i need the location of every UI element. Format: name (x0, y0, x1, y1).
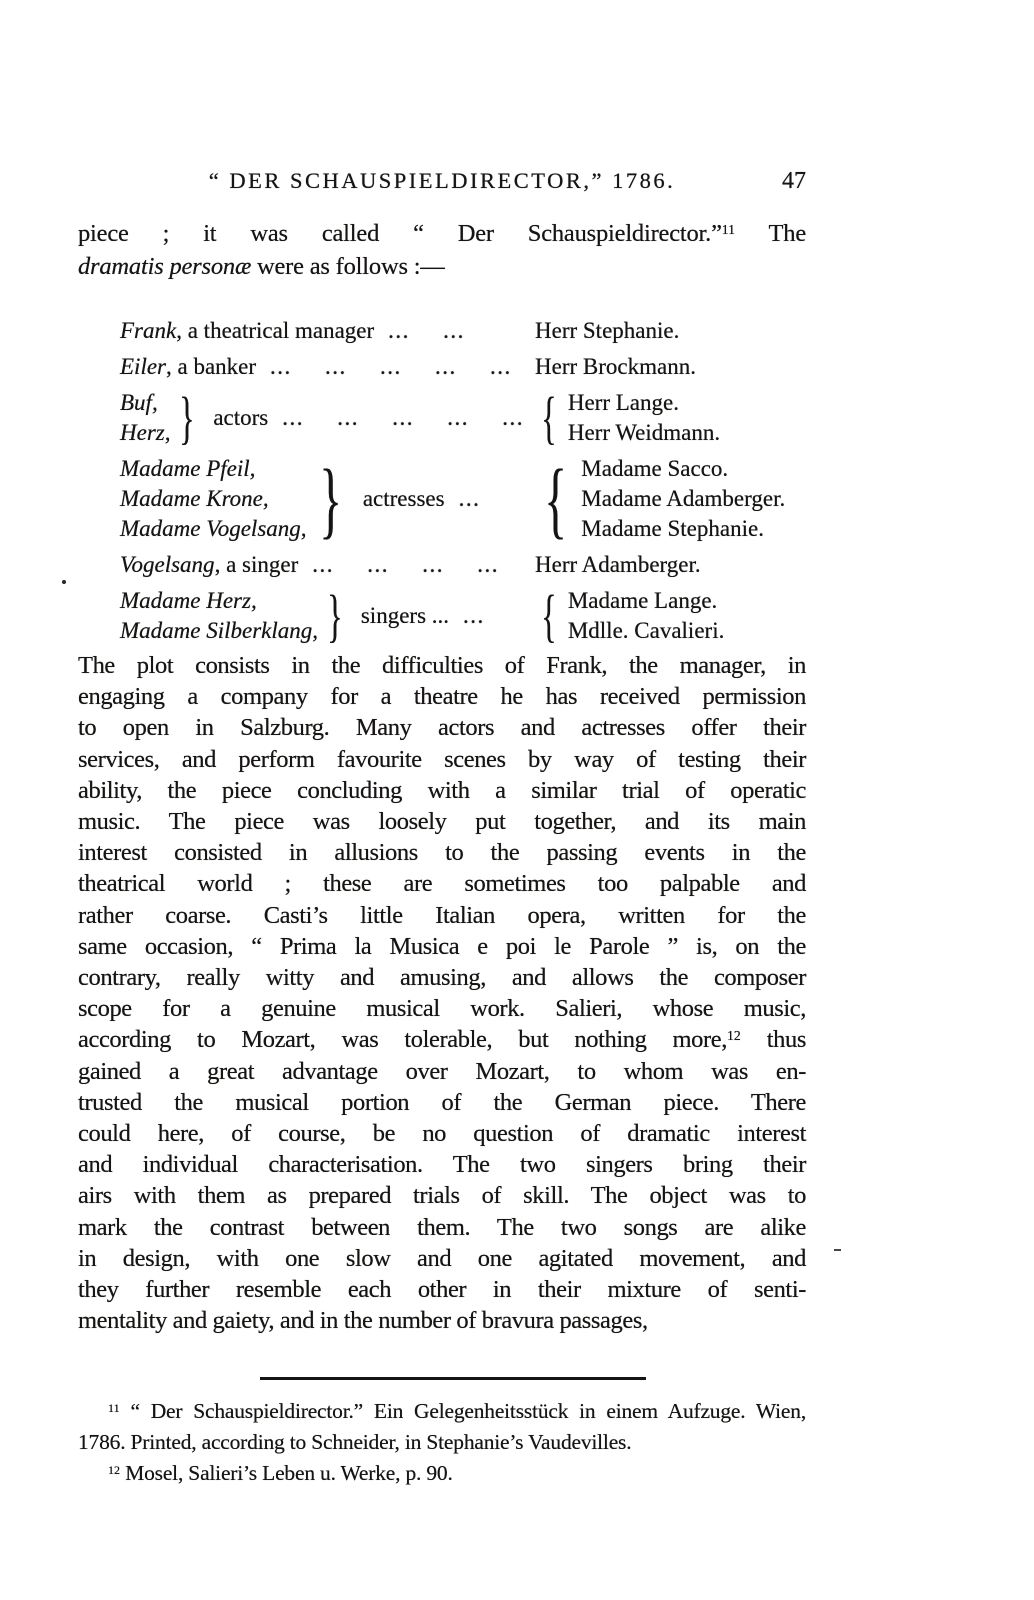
text-line: dramatis personæ were as follows :— (78, 253, 445, 280)
text-line: gained a great advantage over Mozart, to whom was en- (78, 1057, 806, 1085)
opening-brace: { (544, 451, 567, 547)
performer-names (568, 388, 720, 448)
leader-dots: ... ... ... ... ... (270, 354, 512, 379)
cast-role: actors (213, 405, 269, 430)
text-line: $^{11}$ “ Der Schauspieldirector.” Ein Gelegenheitsstück in einem Aufzuge. Wien, (108, 1399, 806, 1423)
closing-brace: } (179, 385, 196, 450)
text-line: ability, the piece concluding with a similar trial of operatic (78, 776, 806, 804)
text-line: same occasion, “ Prima la Musica e poi le Parole ” is, on the (78, 932, 806, 960)
text-line: airs with them as prepared trials of skill. The object was to (78, 1182, 806, 1210)
italic-text: Madame Krone, (120, 486, 269, 511)
character-name (120, 454, 307, 484)
text-line: mentality and gaiety, and in the number of bravura passages, (78, 1307, 648, 1335)
character-name: Eiler, a banker (120, 354, 257, 379)
footnote-rule (260, 1377, 646, 1380)
text-line: interest consisted in allusions to the passing events in the (78, 839, 806, 867)
performer-names (581, 454, 785, 544)
performer-name: Madame Stephanie. (581, 516, 764, 541)
performer-name: Mdlle. Cavalieri. (567, 618, 725, 643)
leader-dots: ... ... ... ... (312, 552, 499, 577)
italic-text: Frank (120, 318, 177, 343)
cast-characters (120, 352, 535, 382)
character-name (120, 514, 307, 544)
performer-name: Herr Weidmann. (567, 420, 721, 445)
opening-brace: { (541, 583, 557, 648)
scan-artifact-dash (834, 1249, 841, 1251)
main-paragraph (78, 650, 806, 1336)
performer-name: Madame Sacco. (581, 456, 729, 481)
cast-row (120, 316, 820, 346)
cast-characters (120, 583, 535, 648)
leader-dots: ... (458, 486, 481, 511)
footnote-marker: 12 (727, 1028, 741, 1044)
cast-performers (535, 385, 721, 450)
character-names (120, 352, 256, 382)
italic-text: Vogelsang (120, 552, 215, 577)
character-name (120, 484, 307, 514)
footnotes (78, 1396, 806, 1489)
text-line: $^{12}$ Mosel, Salieri’s Leben u. Werke, p. 90. (108, 1461, 453, 1485)
performer-name: Madame Adamberger. (581, 486, 786, 511)
text-line: services, and perform favourite scenes by way of testing their (78, 745, 806, 773)
cast-performers (535, 583, 725, 648)
opening-brace: { (541, 385, 557, 450)
character-names (120, 316, 374, 346)
leader-dots: ... ... (388, 318, 465, 343)
cast-characters (120, 451, 535, 547)
dramatis-personae-list (120, 316, 820, 652)
italic-text: dramatis personæ (78, 253, 252, 280)
text-line: trusted the musical portion of the German piece. There (78, 1088, 806, 1116)
text-line: in design, with one slow and one agitated movement, and (78, 1244, 806, 1272)
intro-paragraph (78, 217, 806, 283)
footnote-marker: 11 (108, 1400, 120, 1415)
cast-characters (120, 316, 535, 346)
text-line: could here, of course, be no question of dramatic interest (78, 1120, 806, 1148)
character-names (120, 550, 298, 580)
closing-brace: } (327, 583, 343, 648)
cast-role: actresses (362, 486, 445, 511)
cast-performers (535, 550, 701, 580)
cast-row (120, 550, 820, 580)
italic-text: Madame Herz, (120, 588, 257, 613)
italic-text: Buf, (120, 390, 158, 415)
performer-names (535, 352, 696, 382)
cast-row (120, 385, 820, 450)
text-line: music. The piece was loosely put together, and its main (78, 808, 806, 836)
page-number: 47 (782, 168, 806, 194)
cast-row (120, 451, 820, 547)
italic-text: Madame Silberklang, (120, 618, 319, 643)
cast-row (120, 583, 820, 648)
character-name (120, 616, 318, 646)
leader-dots: ... ... ... ... ... (282, 405, 524, 430)
character-name (120, 418, 170, 448)
italic-text: Eiler (120, 354, 166, 379)
character-names (120, 586, 318, 646)
cast-characters (120, 385, 535, 450)
leader-dots: ... (463, 603, 485, 628)
performer-name: Herr Lange. (567, 390, 679, 415)
performer-name: Madame Lange. (567, 588, 718, 613)
text-line: mark the contrast between them. The two songs are alike (78, 1213, 806, 1241)
closing-brace: } (318, 451, 342, 547)
character-names (120, 454, 307, 544)
character-names (120, 388, 170, 448)
text-line: to open in Salzburg. Many actors and actresses offer their (78, 714, 806, 742)
performer-name: Herr Brockmann. (535, 354, 696, 379)
italic-text: Madame Pfeil, (120, 456, 256, 481)
text-line: The plot consists in the difficulties of Frank, the manager, in (78, 652, 806, 679)
italic-text: Herz, (120, 420, 171, 445)
text-line: theatrical world ; these are sometimes too palpable and (78, 870, 806, 898)
text-line: they further resemble each other in their mixture of senti- (78, 1276, 806, 1304)
running-head (78, 168, 806, 194)
performer-name: Herr Stephanie. (535, 318, 680, 343)
text-line: piece ; it was called “ Der Schauspieldirector.”$^{11}$ The (78, 220, 806, 247)
cast-role: singers ... (360, 603, 450, 628)
text-line: contrary, really witty and amusing, and allows the composer (78, 964, 806, 992)
text-line: rather coarse. Casti’s little Italian opera, written for the (78, 901, 806, 929)
text-line: 1786. Printed, according to Schneider, in Stephanie’s Vaudevilles. (78, 1430, 632, 1454)
cast-row (120, 352, 820, 382)
performer-names (535, 550, 701, 580)
character-name: Frank, a theatrical manager (120, 318, 375, 343)
character-name (120, 388, 170, 418)
character-name (120, 586, 318, 616)
performer-names (568, 586, 725, 646)
text-line: and individual characterisation. The two singers bring their (78, 1151, 806, 1179)
running-head-title: “ DER SCHAUSPIELDIRECTOR,” 1786. (208, 168, 676, 193)
text-line: scope for a genuine musical work. Salieri, whose music, (78, 995, 806, 1023)
cast-performers (535, 451, 786, 547)
text-line: engaging a company for a theatre he has received permission (78, 683, 806, 711)
cast-performers (535, 352, 696, 382)
footnote-marker: 12 (108, 1462, 121, 1477)
text-line: according to Mozart, was tolerable, but nothing more,$^{12}$ thus (78, 1026, 807, 1054)
scan-artifact-dot (62, 580, 66, 584)
character-name: Vogelsang, a singer (120, 552, 299, 577)
cast-performers (535, 316, 679, 346)
performer-name: Herr Adamberger. (535, 552, 701, 577)
cast-characters (120, 550, 535, 580)
performer-names (535, 316, 679, 346)
footnote-marker: 11 (721, 222, 735, 238)
italic-text: Madame Vogelsang, (120, 516, 307, 541)
